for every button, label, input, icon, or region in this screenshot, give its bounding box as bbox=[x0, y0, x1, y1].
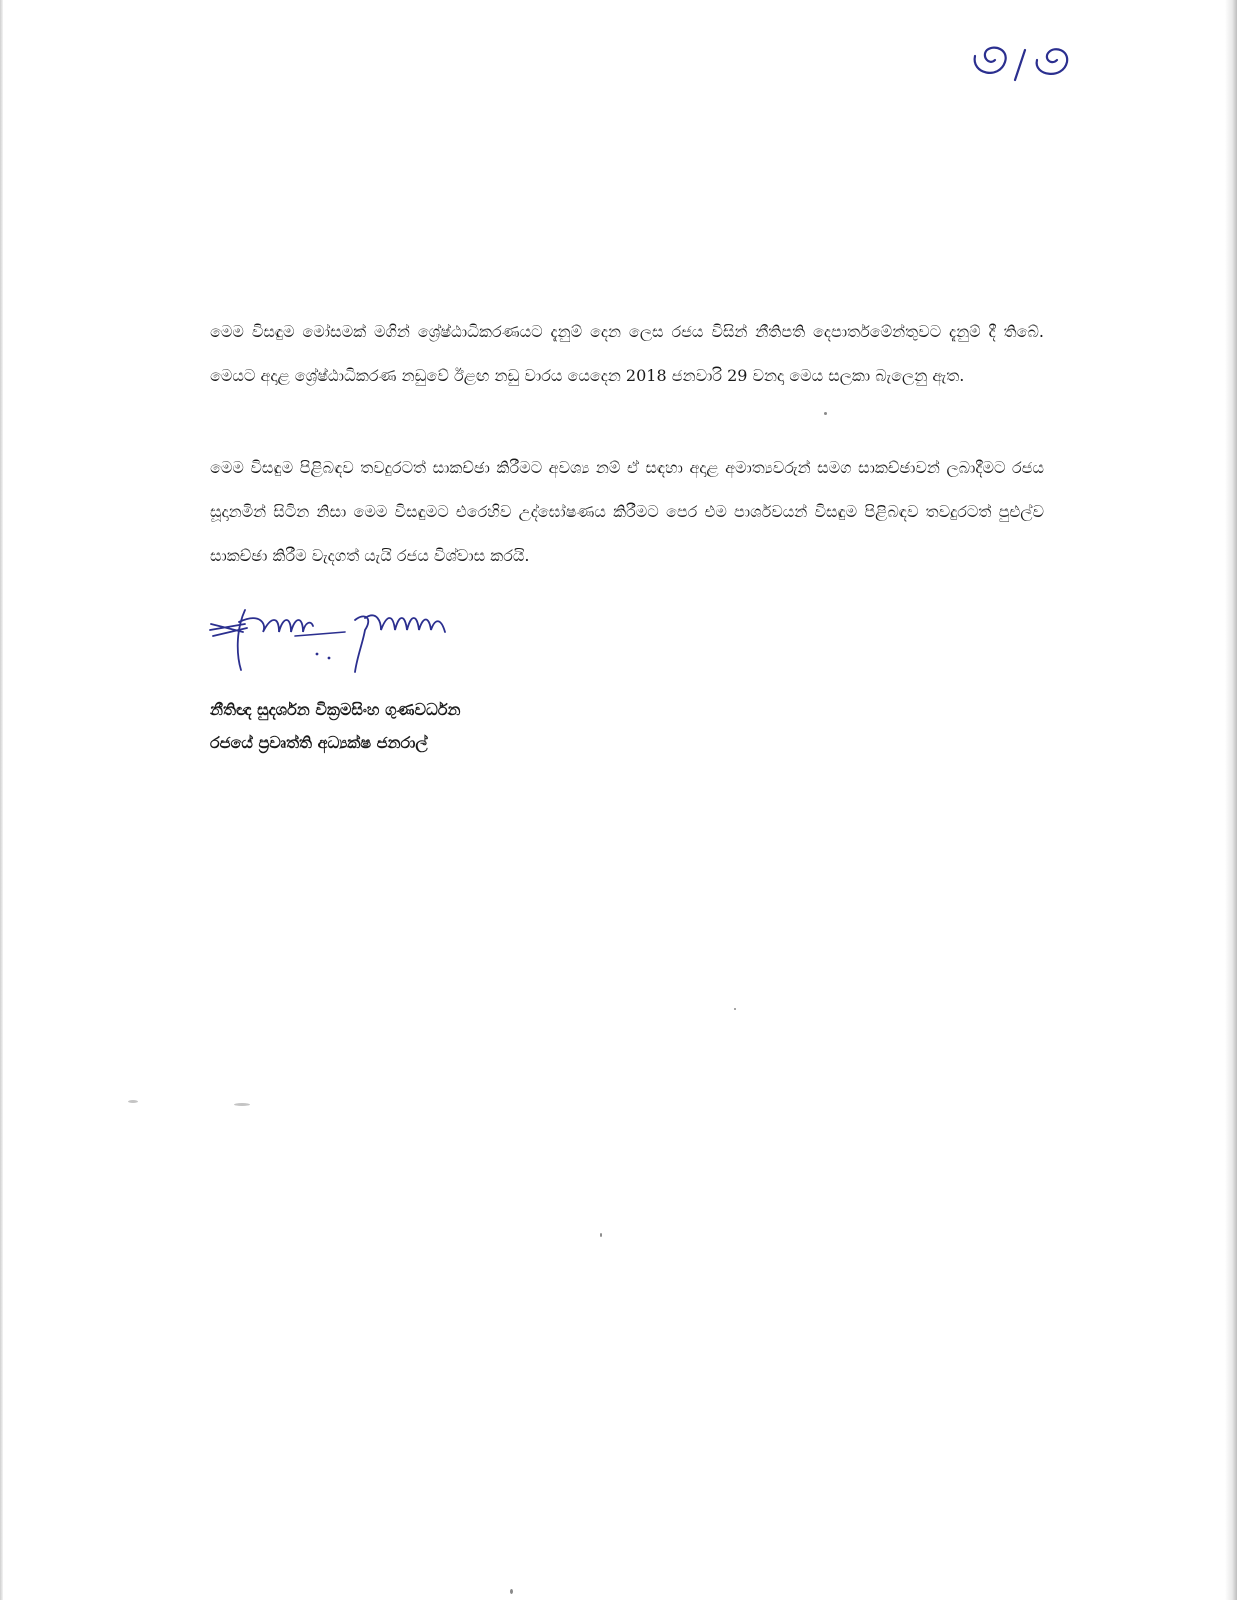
scan-edge-left bbox=[0, 0, 3, 1600]
handwritten-page-number bbox=[965, 38, 1085, 88]
scan-speck bbox=[734, 1008, 736, 1010]
signatory-name: නීතිඥ සුදර්ශන වික්‍රමසිංහ ගුණවර්ධන bbox=[210, 700, 461, 719]
handwritten-signature bbox=[205, 602, 465, 692]
signatory-block bbox=[210, 693, 461, 759]
scan-speck bbox=[824, 412, 827, 415]
scan-edge-right bbox=[1225, 0, 1237, 1600]
scan-speck bbox=[510, 1589, 513, 1594]
scan-speck bbox=[128, 1100, 138, 1103]
scan-speck bbox=[234, 1103, 250, 1106]
signatory-title: රජයේ ප්‍රවෘත්ති අධ්‍යක්ෂ ජනරාල් bbox=[210, 733, 428, 752]
scan-speck bbox=[600, 1233, 602, 1237]
paragraph-1: මෙම විසඳුම මෝසමක් මගින් ශ්‍රේෂ්ඨාධිකරණයට දැනුම් දෙන ලෙස රජය විසින් නීතිපති දෙපාර්තමේන්තුවට දැනුම් දී තිබේ. මෙයට අදාළ ශ්‍රේෂ්ඨාධිකරණ නඩුවේ ඊළඟ නඩු වාරය යෙදෙන 2018 ජනවාරි 29 වනදා මෙය සලකා බැලෙනු ඇත. bbox=[210, 322, 1044, 385]
paragraph-2: මෙම විසඳුම පිළිබඳව තවදුරටත් සාකච්ඡා කිරීමට අවශ්‍ය නම් ඒ සඳහා අදාළ අමාත්‍යවරුන් සමග සාකච්ඡාවන් ලබාදීමට රජය සූදානමින් සිටින නිසා මෙම විසඳුමට එරෙහිව උද්ඝෝෂණය කිරීමට පෙර එම පාර්ශවයන් විසඳුම පිළිබඳව තවදුරටත් පුළුල්ව සාකච්ඡා කිරීම වැදගත් යැයි රජය විශ්වාස කරයි. bbox=[210, 458, 1044, 565]
